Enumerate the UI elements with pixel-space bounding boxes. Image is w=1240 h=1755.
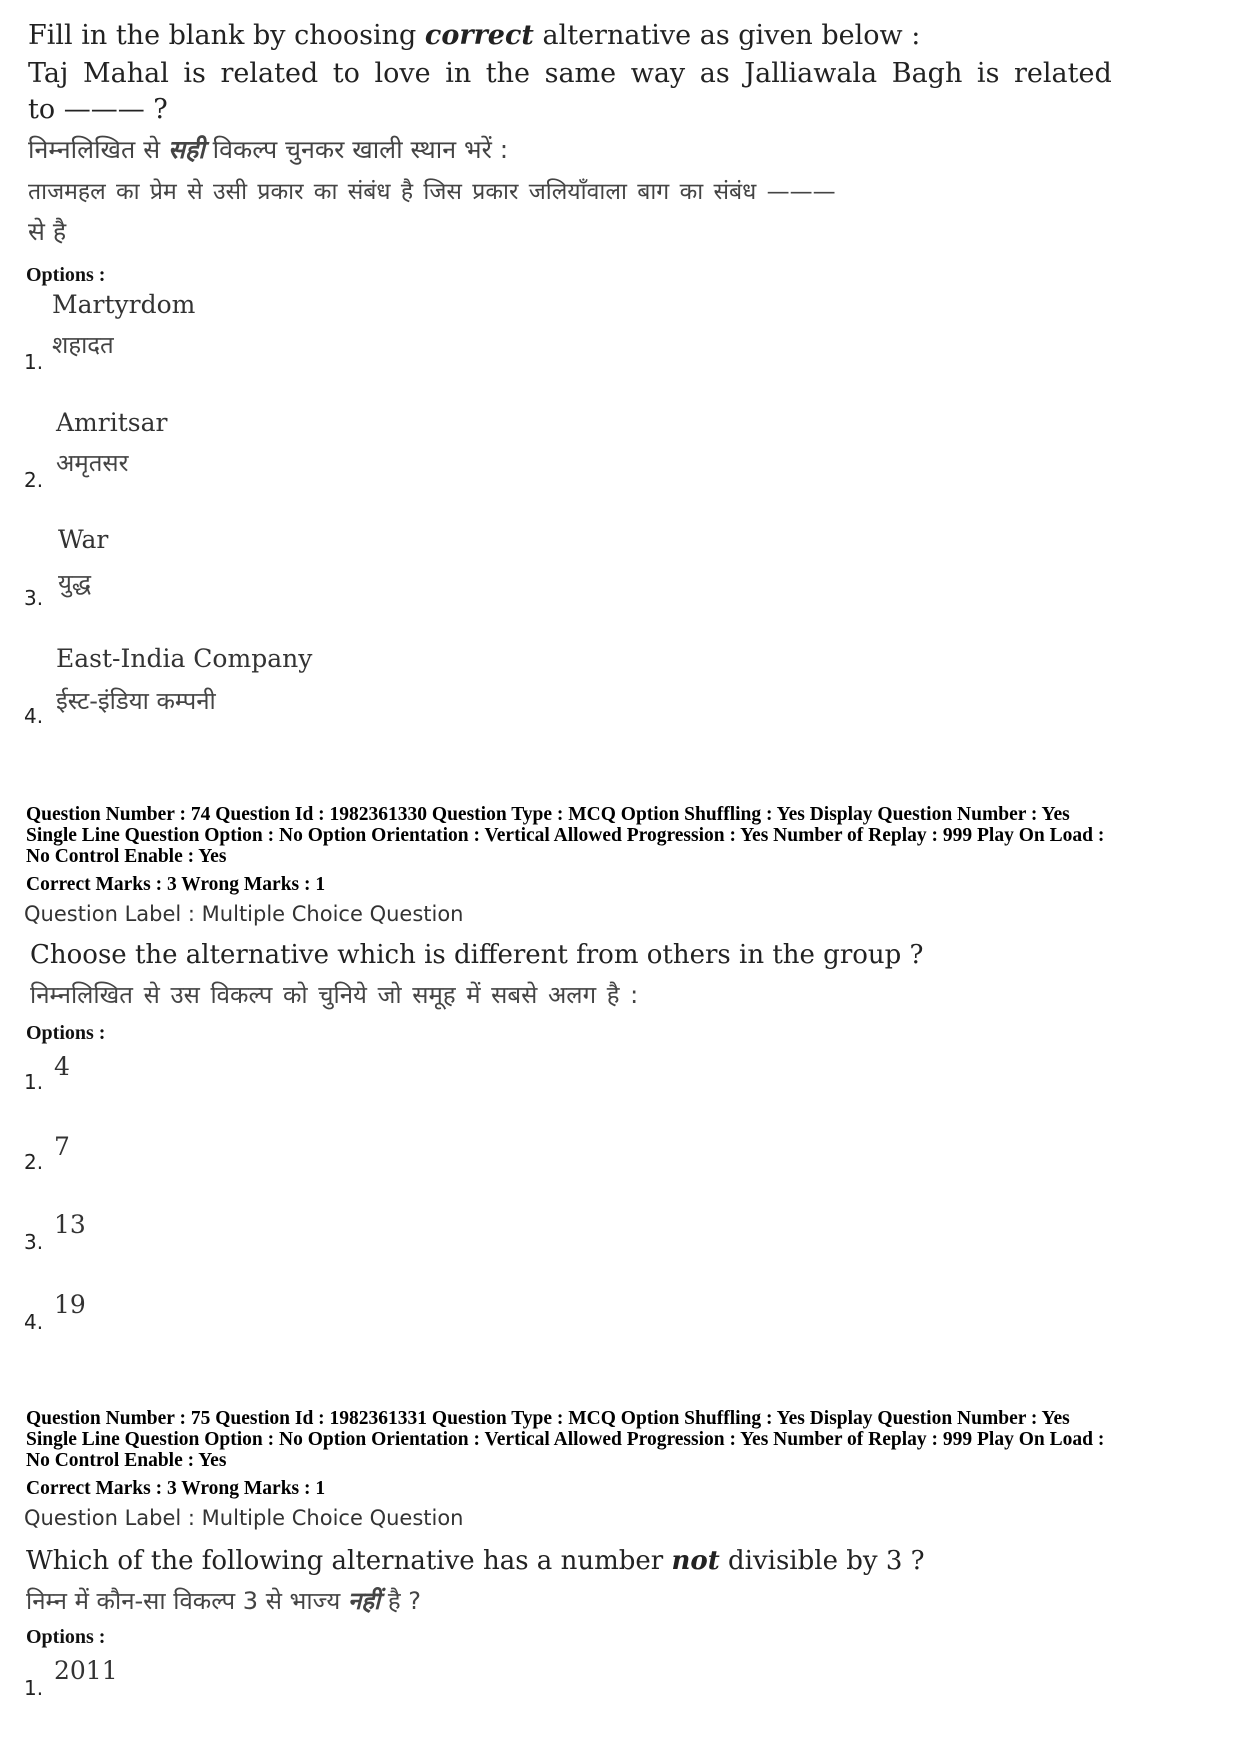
q75-options-heading: Options :: [26, 1626, 106, 1648]
q74-option-1-value[interactable]: 4: [54, 1052, 70, 1081]
q73-instruction-hi-post: विकल्प चुनकर खाली स्थान भरें :: [212, 135, 509, 164]
q75-option-1-number: 1.: [24, 1676, 44, 1700]
q75-marks: Correct Marks : 3 Wrong Marks : 1: [26, 1478, 326, 1499]
q73-option-1-number: 1.: [24, 350, 44, 374]
q75-question-hi-pre: निम्न में कौन-सा विकल्प 3 से भाज्य: [26, 1587, 341, 1615]
q75-meta-line-1: Question Number : 75 Question Id : 1982361331 Question Type : MCQ Option Shuffling : Yes Display Question Number : Yes: [26, 1408, 1070, 1429]
q74-option-3-value[interactable]: 13: [54, 1210, 86, 1239]
q73-instruction-en-post: alternative as given below :: [542, 20, 921, 51]
q73-option-1-en[interactable]: Martyrdom: [52, 290, 196, 319]
q73-instruction-hi-emphasis: सही: [168, 135, 205, 164]
q75-question-hi: [26, 1584, 421, 1617]
q74-option-4-value[interactable]: 19: [54, 1290, 86, 1319]
q74-marks: Correct Marks : 3 Wrong Marks : 1: [26, 874, 326, 895]
q75-question-en-post: divisible by 3 ?: [727, 1546, 925, 1576]
q73-option-2-en[interactable]: Amritsar: [56, 408, 168, 437]
q74-meta-line-1: Question Number : 74 Question Id : 1982361330 Question Type : MCQ Option Shuffling : Yes Display Question Number : Yes: [26, 804, 1070, 825]
q73-option-2-number: 2.: [24, 468, 44, 492]
q74-options-heading: Options :: [26, 1022, 106, 1044]
q74-meta-line-3: No Control Enable : Yes: [26, 846, 227, 867]
q75-question-en: [26, 1546, 925, 1576]
q73-question-en-line1: Taj Mahal is related to love in the same way as Jalliawala Bagh is related: [28, 58, 1112, 89]
q73-options-heading: Options :: [26, 264, 106, 286]
q74-question-en: Choose the alternative which is different from others in the group ?: [30, 940, 924, 970]
q74-question-hi: निम्नलिखित से उस विकल्प को चुनिये जो समूह में सबसे अलग है :: [30, 981, 639, 1009]
q73-question-hi-line1: ताजमहल का प्रेम से उसी प्रकार का संबंध है जिस प्रकार जलियाँवाला बाग का संबंध ———: [28, 179, 836, 205]
q75-question-label: Question Label : Multiple Choice Question: [24, 1506, 464, 1530]
q75-option-1-value[interactable]: 2011: [54, 1656, 118, 1685]
q73-instruction-hi: [28, 132, 508, 166]
q74-option-2-number: 2.: [24, 1150, 44, 1174]
q73-option-4-hi[interactable]: ईस्ट-इंडिया कम्पनी: [56, 687, 216, 715]
q74-meta-line-2: Single Line Question Option : No Option Orientation : Vertical Allowed Progression : Yes Number of Replay : 999 Play On Load :: [26, 825, 1105, 846]
q74-option-1-number: 1.: [24, 1070, 44, 1094]
q73-question-hi-line2: से है: [28, 217, 67, 246]
q75-meta-line-2: Single Line Question Option : No Option Orientation : Vertical Allowed Progression : Yes Number of Replay : 999 Play On Load :: [26, 1429, 1105, 1450]
q75-question-en-pre: Which of the following alternative has a number: [26, 1546, 664, 1576]
q74-question-label: Question Label : Multiple Choice Question: [24, 902, 464, 926]
q73-option-2-hi[interactable]: अमृतसर: [56, 449, 129, 477]
q73-instruction-en-pre: Fill in the blank by choosing: [28, 20, 417, 51]
q74-option-4-number: 4.: [24, 1310, 44, 1334]
q74-option-2-value[interactable]: 7: [54, 1132, 70, 1161]
q73-option-4-number: 4.: [24, 704, 44, 728]
q73-instruction-en: [28, 20, 920, 51]
q73-instruction-hi-pre: निम्नलिखित से: [28, 135, 161, 164]
q73-option-3-hi[interactable]: युद्ध: [58, 569, 92, 597]
q73-option-3-number: 3.: [24, 586, 44, 610]
q73-option-3-en[interactable]: War: [58, 525, 109, 554]
q74-option-3-number: 3.: [24, 1230, 44, 1254]
q73-option-4-en[interactable]: East-India Company: [56, 644, 313, 673]
q75-question-hi-post: है ?: [387, 1587, 421, 1615]
q73-question-en-line2: to ——— ?: [28, 94, 168, 125]
q75-question-hi-emphasis: नहीं: [347, 1587, 381, 1615]
q73-option-1-hi[interactable]: शहादत: [52, 331, 114, 359]
q73-instruction-en-emphasis: correct: [424, 20, 534, 51]
q75-meta-line-3: No Control Enable : Yes: [26, 1450, 227, 1471]
q75-question-en-emphasis: not: [671, 1546, 720, 1576]
